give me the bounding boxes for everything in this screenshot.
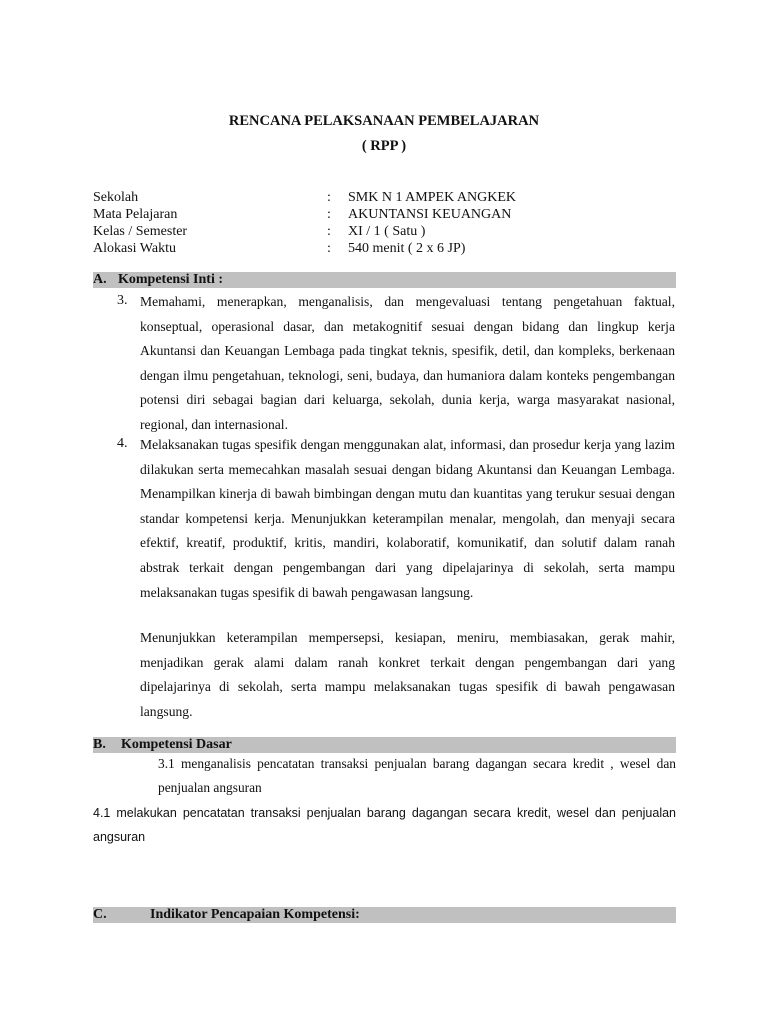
identity-colon: :	[327, 190, 331, 205]
document-title: RENCANA PELAKSANAAN PEMBELAJARAN	[228, 113, 540, 129]
section-title: Kompetensi Dasar	[121, 737, 232, 752]
identity-value: XI / 1 ( Satu )	[348, 224, 426, 239]
kompetensi-inti-3: Memahami, menerapkan, menganalisis, dan mengevaluasi tentang pengetahuan faktual, konseptual, operasional dasar, dan metakognitif sesuai dengan bidang dan lingkup kerja Akuntansi dan Keuangan Lembaga pada tingkat teknis, spesifik, detil, dan kompleks, berkenaan dengan ilmu pengetahuan, teknologi, seni, budaya, dan humaniora dalam konteks pengembangan potensi diri sebagai bagian dari keluarga, sekolah, dunia kerja, warga masyarakat nasional, regional, dan internasional.	[140, 294, 675, 432]
section-a-heading	[93, 272, 676, 288]
identity-label: Kelas / Semester	[93, 224, 188, 239]
section-title: Indikator Pencapaian Kompetensi:	[150, 907, 360, 922]
section-b-heading	[93, 737, 676, 753]
kompetensi-inti-4: Melaksanakan tugas spesifik dengan menggunakan alat, informasi, dan prosedur kerja yang lazim dilakukan serta memecahkan masalah sesuai dengan bidang Akuntansi dan Keuangan Lembaga. Menampilkan kinerja di bawah bimbingan dengan mutu dan kuantitas yang terukur sesuai dengan standar kompetensi kerja. Menunjukkan keterampilan menalar, mengolah, dan menyaji secara efektif, kreatif, produktif, kritis, mandiri, kolaboratif, komunikatif, dan solutif dalam ranah abstrak terkait dengan pengembangan dari yang dipelajarinya di sekolah, serta mampu melaksanakan tugas spesifik di bawah pengawasan langsung.	[140, 437, 675, 600]
identity-label: Alokasi Waktu	[93, 241, 176, 256]
section-c-heading	[93, 907, 676, 923]
identity-colon: :	[327, 207, 331, 222]
identity-colon: :	[327, 241, 331, 256]
section-title: Kompetensi Inti :	[118, 272, 223, 287]
section-letter: C.	[93, 907, 107, 922]
document-subtitle: ( RPP )	[361, 138, 407, 154]
list-number: 3.	[117, 293, 128, 308]
identity-value: AKUNTANSI KEUANGAN	[348, 207, 512, 222]
section-letter: B.	[93, 737, 106, 752]
identity-label: Mata Pelajaran	[93, 207, 178, 222]
kompetensi-dasar-4-1: 4.1 melakukan pencatatan transaksi penjualan barang dagangan secara kredit, wesel dan penjualan angsuran	[93, 806, 676, 844]
kompetensi-inti-4-extra: Menunjukkan keterampilan mempersepsi, kesiapan, meniru, membiasakan, gerak mahir, menjadikan gerak alami dalam ranah konkret terkait dengan pengembangan dari yang dipelajarinya di sekolah, serta mampu melaksanakan tugas spesifik di bawah pengawasan langsung.	[140, 630, 675, 719]
identity-label: Sekolah	[93, 190, 139, 205]
list-number: 4.	[117, 436, 128, 451]
identity-value: SMK N 1 AMPEK ANGKEK	[348, 190, 517, 205]
identity-colon: :	[327, 224, 331, 239]
identity-value: 540 menit ( 2 x 6 JP)	[348, 241, 466, 256]
kompetensi-dasar-3-1: 3.1 menganalisis pencatatan transaksi penjualan barang dagangan secara kredit , wesel dan penjualan angsuran	[158, 756, 676, 795]
section-letter: A.	[93, 272, 107, 287]
